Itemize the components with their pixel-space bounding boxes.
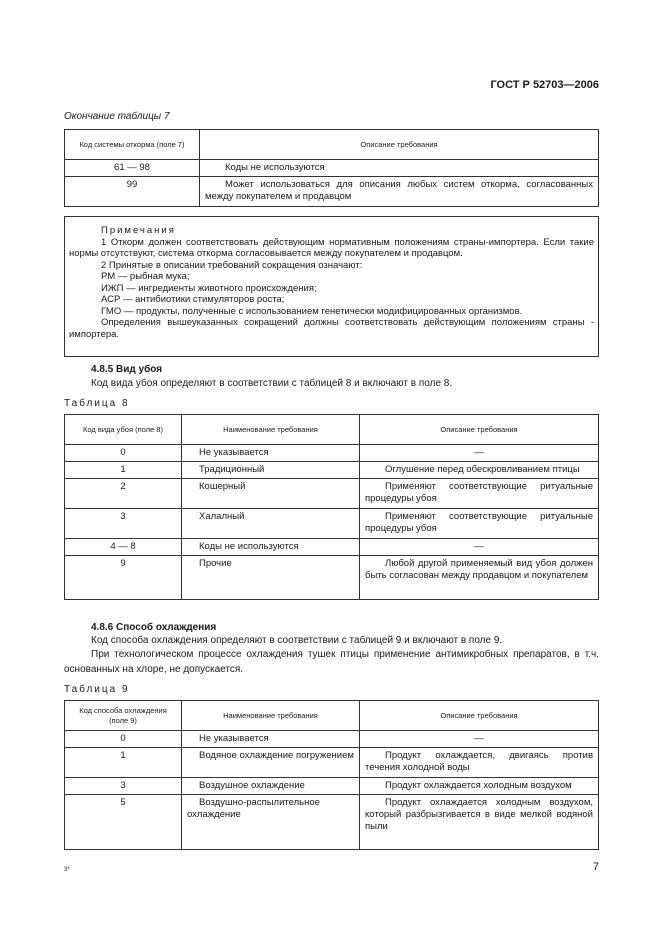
section-heading-485: 4.8.5 Вид убоя <box>91 364 163 375</box>
table-8 <box>64 414 599 600</box>
table8-cell: Прочие <box>182 556 360 600</box>
table9-col-desc: Описание требования <box>360 701 599 731</box>
table9-col-name: Наименование требования <box>182 701 360 731</box>
table-row <box>65 462 599 479</box>
note-abbr: ИЖП — ингредиенты животного происхождения; <box>101 282 317 294</box>
table8-cell: 0 <box>65 445 182 462</box>
table-row <box>65 778 599 795</box>
table8-cell: 9 <box>65 556 182 600</box>
table8-cell: Любой другой применяемый вид убоя должен быть согласован между продавцом и покупателем <box>360 556 599 600</box>
table8-cell: 2 <box>65 479 182 509</box>
table9-cell: Продукт охлаждается холодным воздухом <box>360 778 599 795</box>
table-row <box>65 795 599 850</box>
table7-notes <box>64 216 599 357</box>
table9-cell: 5 <box>65 795 182 850</box>
table7-cell: 99 <box>65 177 200 207</box>
table8-cell: Халалный <box>182 509 360 539</box>
table8-cell: 1 <box>65 462 182 479</box>
table-7 <box>64 129 599 207</box>
table-row <box>65 556 599 600</box>
document-id: ГОСТ Р 52703—2006 <box>490 79 599 91</box>
table9-col-code: Код способа охлаждения (поле 9) <box>65 701 182 731</box>
table8-cell: — <box>360 539 599 556</box>
note-abbr: АСР — антибиотики стимуляторов роста; <box>101 294 285 305</box>
table-row <box>65 539 599 556</box>
table-row <box>65 479 599 509</box>
table8-cell: Не указывается <box>182 445 360 462</box>
table8-col-code: Код вида убоя (поле 8) <box>65 415 182 445</box>
table9-cell: — <box>360 731 599 748</box>
table8-col-desc: Описание требования <box>360 415 599 445</box>
table8-cell: 4 — 8 <box>65 539 182 556</box>
table-row <box>65 177 599 207</box>
table9-cell: Водяное охлаждение погружением <box>182 748 360 778</box>
table8-cell: Традиционный <box>182 462 360 479</box>
table7-cell: Коды не используются <box>200 160 599 177</box>
table8-cell: Кошерный <box>182 479 360 509</box>
page-number: 7 <box>592 861 599 873</box>
section-heading-486: 4.8.6 Способ охлаждения <box>91 622 217 633</box>
table-9 <box>64 700 599 850</box>
table-row <box>65 748 599 778</box>
table9-label: Таблица 9 <box>64 684 130 695</box>
table8-cell: Применяют соответствующие ритуальные процедуры убоя <box>360 479 599 509</box>
table9-cell: 1 <box>65 748 182 778</box>
table8-col-name: Наименование требования <box>182 415 360 445</box>
table9-cell: Продукт охлаждается, двигаясь против течения холодной воды <box>360 748 599 778</box>
table8-label: Таблица 8 <box>64 398 130 409</box>
section-485-text: Код вида убоя определяют в соответствии с таблицей 8 и включают в поле 8. <box>91 378 453 389</box>
table8-cell: 3 <box>65 509 182 539</box>
table8-cell: Коды не используются <box>182 539 360 556</box>
table9-cell: Продукт охлаждается холодным воздухом, который разбрызгивается в виде мелкой водяной пыли <box>360 795 599 850</box>
table-row <box>65 509 599 539</box>
table7-caption: Окончание таблицы 7 <box>64 111 170 122</box>
table-row <box>65 445 599 462</box>
table7-col-code: Код системы откорма (поле 7) <box>65 130 200 160</box>
table7-cell: Может использоваться для описания любых систем откорма, согласованных между покупателем и продавцом <box>200 177 599 207</box>
table9-cell: 0 <box>65 731 182 748</box>
note-1: 1 Откорм должен соответствовать действующим нормативным положениям страны-импортера. Если такие нормы отсутствуют, система откорма согласовывается между покупателем и продавцом. <box>69 236 594 259</box>
table8-cell: Применяют соответствующие ритуальные процедуры убоя <box>360 509 599 539</box>
table9-cell: Воздушное охлаждение <box>182 778 360 795</box>
section-486-text-1: Код способа охлаждения определяют в соответствии с таблицей 9 и включают в поле 9. <box>91 635 503 646</box>
sheet-mark: 3* <box>64 867 70 873</box>
note-final: Определения вышеуказанных сокращений должны соответствовать действующим положениям страны - импортера. <box>69 317 594 340</box>
table9-cell: Не указывается <box>182 731 360 748</box>
table-row <box>65 731 599 748</box>
note-abbr: ГМО — продукты, полученные с использованием генетически модифицированных организмов. <box>101 305 523 317</box>
section-486-text-2: При технологическом процессе охлаждения тушек птицы применение антимикробных препаратов, в т.ч. основанных на хлоре, не допускается. <box>64 649 599 675</box>
table8-cell: Оглушение перед обескровливанием птицы <box>360 462 599 479</box>
table-row <box>65 160 599 177</box>
notes-title: Примечания <box>101 225 176 236</box>
table7-cell: 61 — 98 <box>65 160 200 177</box>
table8-cell: — <box>360 445 599 462</box>
table9-cell: 3 <box>65 778 182 795</box>
table7-col-desc: Описание требования <box>200 130 599 160</box>
table9-cell: Воздушно-распылительное охлаждение <box>182 795 360 850</box>
note-2: 2 Принятые в описании требований сокращения означают: <box>101 259 363 271</box>
note-abbr: РМ — рыбная мука; <box>101 271 190 282</box>
